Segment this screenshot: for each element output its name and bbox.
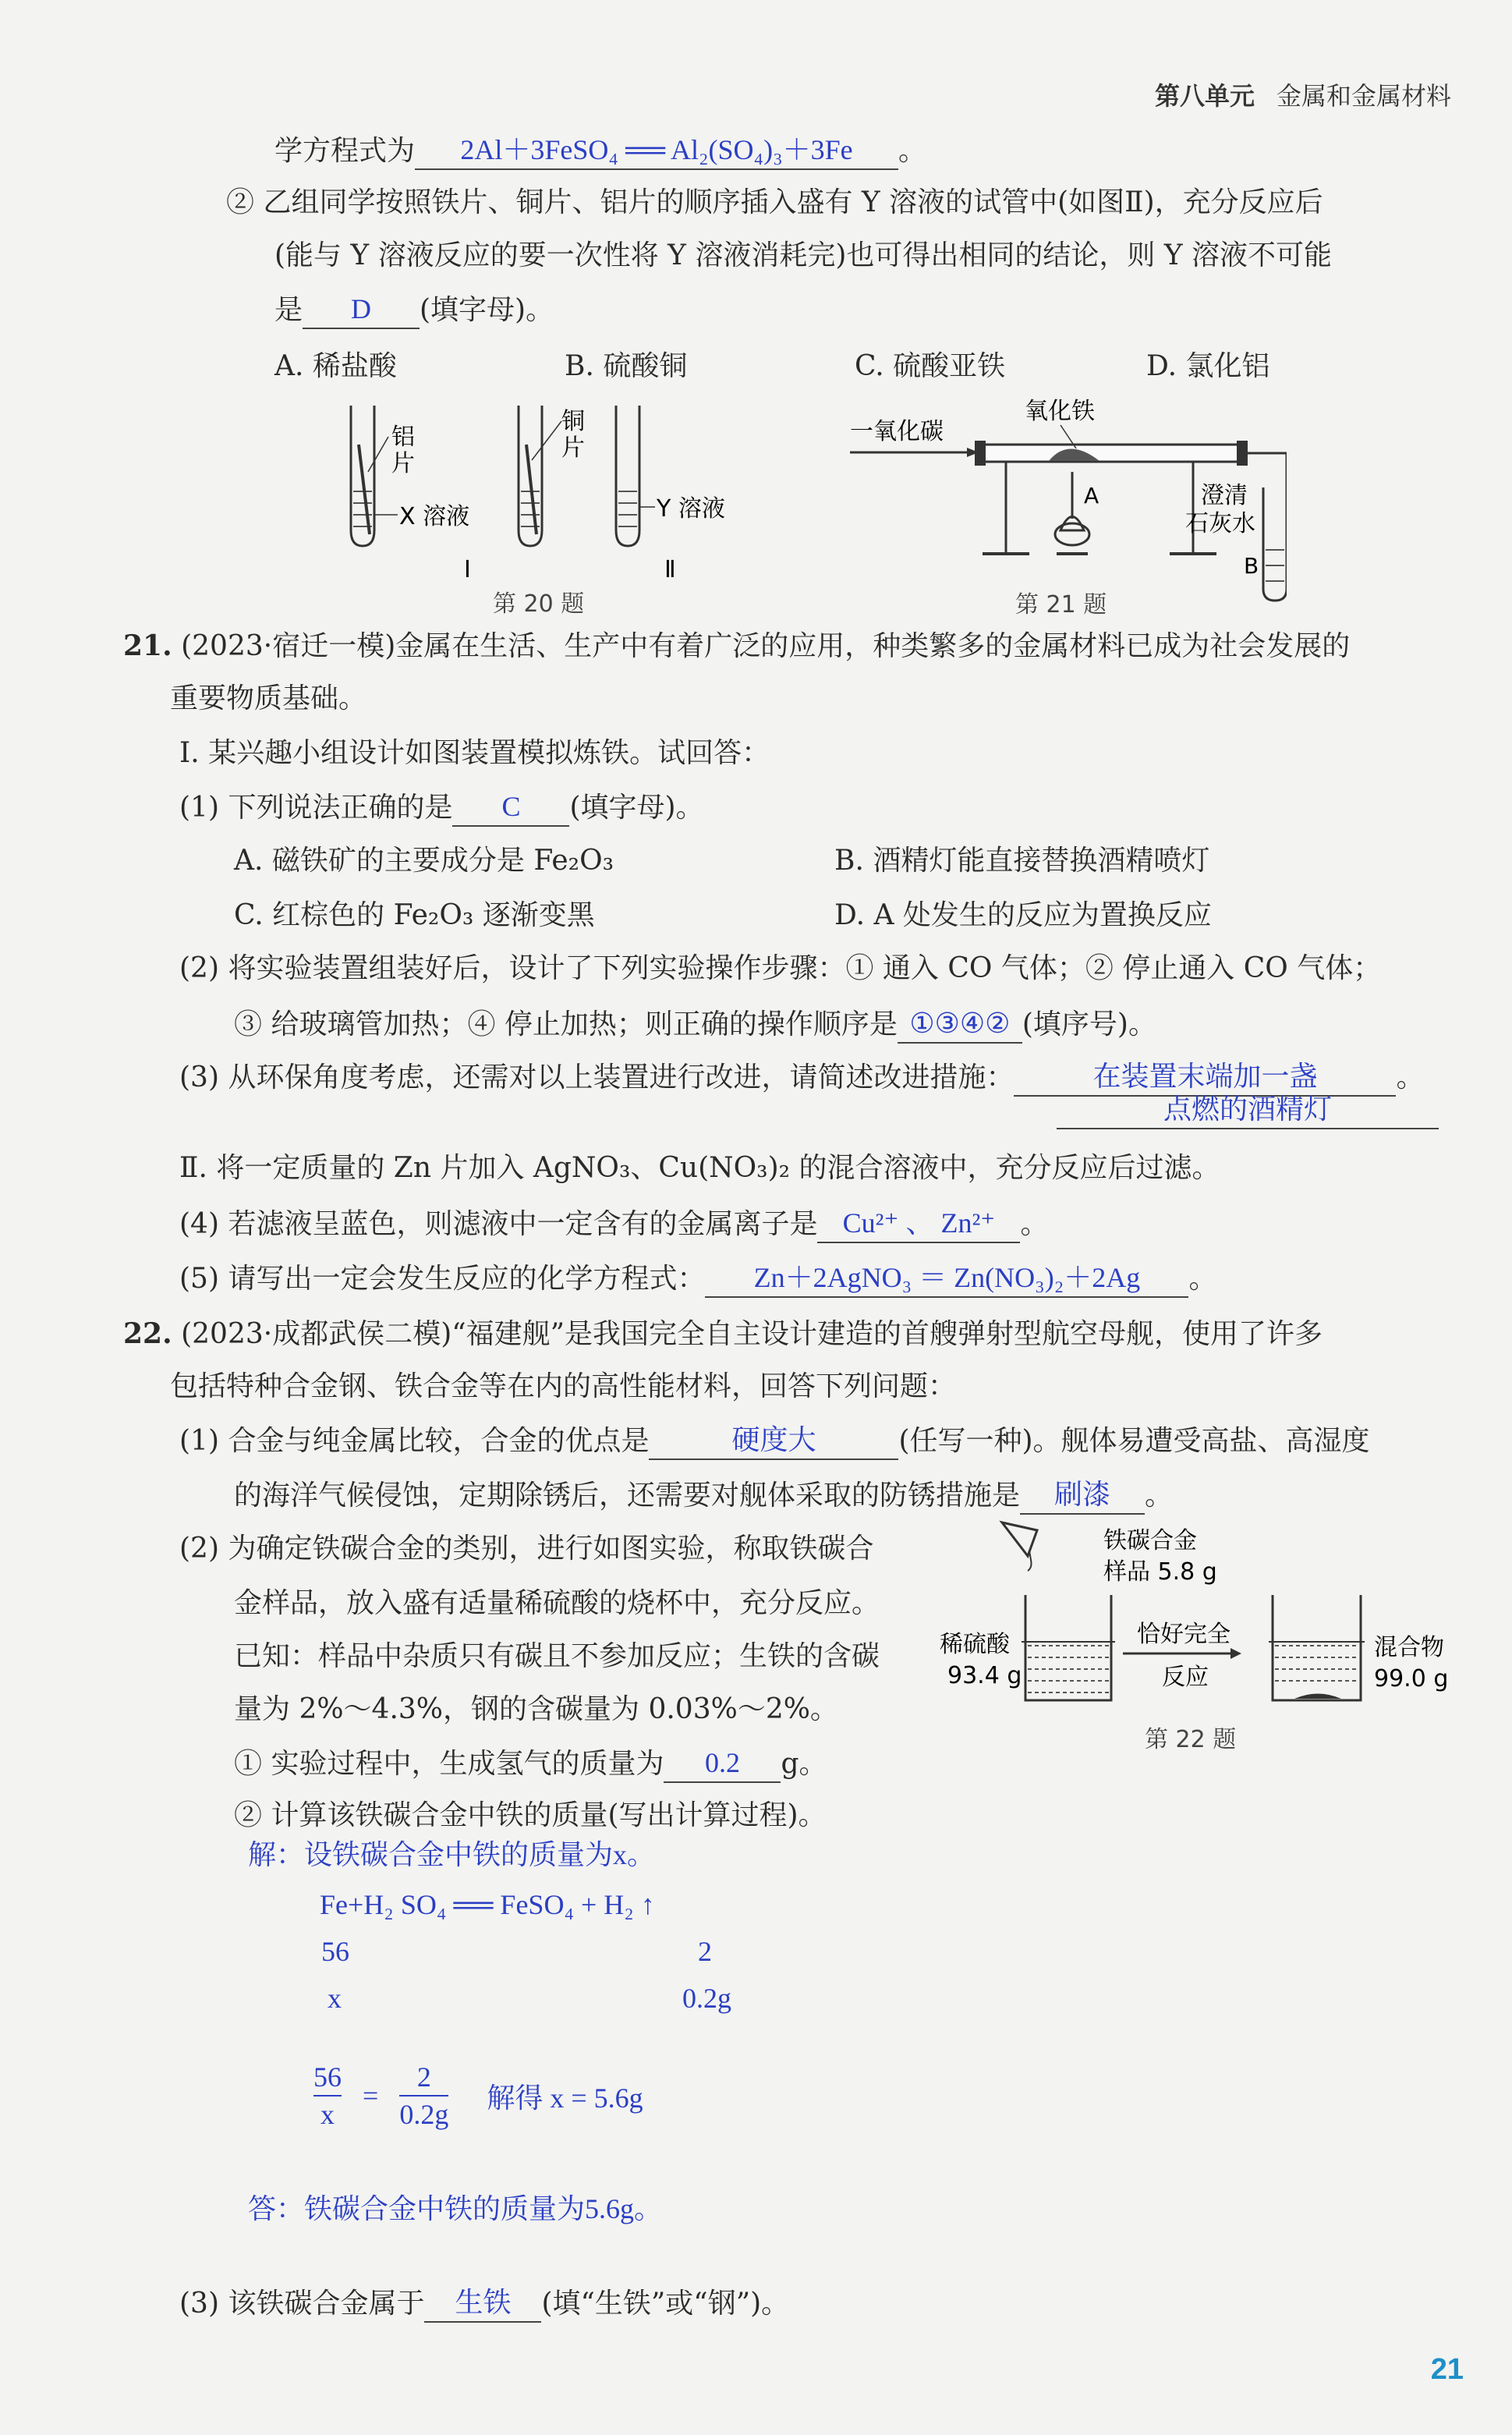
figure-22-caption: 第 22 题	[1145, 1726, 1237, 1753]
label-sample-2: 样品 5.8 g	[1103, 1558, 1217, 1586]
q21-sub2-line1: (2) 将实验装置组装好后，设计了下列实验操作步骤：① 通入 CO 气体；② 停止通入 CO 气体；	[179, 952, 1382, 984]
label-cu-2: 片	[561, 434, 585, 462]
label-mixture-2: 99.0 g	[1374, 1665, 1449, 1692]
q21-sub3-answer-1: 在装置末端加一盏	[1014, 1058, 1396, 1097]
q22-question-2: ② 计算该铁碳合金中铁的质量(写出计算过程)。	[234, 1799, 827, 1831]
q22-sub1-line1: (1) 合金与纯金属比较，合金的优点是 硬度大 (任写一种)。舰体易遭受高盐、高湿度	[179, 1421, 1370, 1460]
q22-intro-line2: 包括特种合金钢、铁合金等在内的高性能材料，回答下列问题：	[170, 1370, 957, 1402]
solution-x: x	[328, 1983, 342, 2014]
label-react-1: 恰好完全	[1137, 1621, 1230, 1648]
beaker-1	[1025, 1595, 1111, 1700]
q20-equation-answer: 2Al＋3FeSO₄ ══ Al₂(SO₄)₃＋3Fe	[415, 131, 898, 170]
q21-intro-line1: 21. (2023·宿迁一模)金属在生活、生产中有着广泛的应用，种类繁多的金属材料已成为社会发展的	[123, 629, 1351, 662]
page-header	[1155, 76, 1451, 112]
q21-sub1-option-b: B. 酒精灯能直接替换酒精喷灯	[834, 845, 1210, 877]
q22-sub2-line4: 量为 2%～4.3%，钢的含碳量为 0.03%～2%。	[234, 1693, 838, 1725]
label-figure-ii: Ⅱ	[664, 556, 676, 583]
q20-option-a: A. 稀盐酸	[274, 350, 397, 382]
label-al-2: 片	[391, 450, 415, 477]
q20-part2-line3: 是 D (填字母)。	[274, 290, 554, 329]
q22-sub1-answer: 硬度大	[649, 1421, 898, 1460]
q20-option-b: B. 硫酸铜	[565, 350, 688, 382]
solution-0-2g: 0.2g	[682, 1983, 731, 2014]
label-limewater-2: 石灰水	[1185, 510, 1255, 537]
unit-label: 第八单元	[1154, 81, 1255, 111]
q22-number: 22.	[123, 1317, 172, 1350]
q22-sub1-answer-2: 刷漆	[1020, 1476, 1145, 1515]
solution-ratio-2: 2	[698, 1936, 712, 1967]
q21-sub1-option-a: A. 磁铁矿的主要成分是 Fe₂O₃	[234, 845, 614, 877]
q22-sub1-line2: 的海洋气候侵蚀，定期除锈后，还需要对舰体采取的防锈措施是 刷漆 。	[234, 1476, 1173, 1515]
label-sample-1: 铁碳合金	[1103, 1527, 1197, 1554]
q21-part2: Ⅱ. 将一定质量的 Zn 片加入 AgNO₃、Cu(NO₃)₂ 的混合溶液中，充分反应后过滤。	[179, 1152, 1220, 1184]
label-cu: 铜	[561, 408, 585, 435]
q22-sub3: (3) 该铁碳合金属于 生铁 (填“生铁”或“钢”)。	[179, 2284, 789, 2323]
label-mixture-1: 混合物	[1374, 1634, 1444, 1661]
fraction-1: $\frac{56}{x}$	[313, 2059, 342, 2132]
q21-sub1-answer: C	[452, 788, 569, 827]
q20-answer: D	[303, 290, 420, 329]
test-tube-b	[1263, 487, 1287, 601]
q21-sub3-line2	[1057, 1090, 1439, 1129]
label-react-2: 反应	[1162, 1664, 1209, 1691]
figure-21	[850, 394, 1287, 624]
label-a: A	[1084, 483, 1099, 509]
solution-ratio-56: 56	[321, 1936, 349, 1967]
carbon-residue	[1294, 1694, 1341, 1700]
q21-sub1-option-d: D. A 处发生的反应为置换反应	[834, 899, 1212, 931]
q20-option-d: D. 氯化铝	[1146, 350, 1270, 382]
q21-sub5: (5) 请写出一定会发生反应的化学方程式： Zn＋2AgNO₃ ＝ Zn(NO₃)₂＋2Ag 。	[179, 1259, 1216, 1298]
solution-proportion: $\frac{56}{x}$ = $\frac{2}{0.2g}$ 解得 x = 5.6g	[313, 2059, 643, 2132]
unit-title: 金属和金属材料	[1276, 81, 1451, 111]
q21-sub2-answer: ①③④②	[898, 1005, 1022, 1044]
q21-sub3: (3) 从环保角度考虑，还需对以上装置进行改进，请简述改进措施： 在装置末端加一盏 。	[179, 1058, 1424, 1097]
page-number: 21	[1430, 2353, 1464, 2386]
label-acid-2: 93.4 g	[947, 1662, 1022, 1689]
q22-intro-line1: 22. (2023·成都武侯二模)“福建舰”是我国完全自主设计建造的首艘弹射型航空母舰，使用了许多	[123, 1317, 1323, 1350]
solution-intro: 解：设铁碳合金中铁的质量为x。	[248, 1839, 656, 1870]
q21-intro-line2: 重要物质基础。	[170, 682, 367, 714]
q21-sub1: (1) 下列说法正确的是 C (填字母)。	[179, 788, 704, 827]
figure-22	[936, 1513, 1458, 1763]
label-fe2o3: 氧化铁	[1025, 398, 1095, 425]
q22-sub2-line3: 已知：样品中杂质只有碳且不参加反应；生铁的含碳	[234, 1640, 880, 1672]
label-y-solution: Y 溶液	[657, 495, 725, 523]
label-acid-1: 稀硫酸	[940, 1631, 1010, 1658]
aluminum-strip	[359, 445, 370, 534]
solution-result: 解得 x = 5.6g	[487, 2082, 643, 2114]
q21-number: 21.	[123, 629, 172, 662]
label-figure-i: Ⅰ	[464, 556, 471, 583]
q20-part2-line1: ② 乙组同学按照铁片、铜片、铝片的顺序插入盛有 Y 溶液的试管中(如图Ⅱ)，充分反应后	[226, 186, 1323, 218]
q22-sub3-answer: 生铁	[424, 2284, 541, 2323]
q21-sub5-answer: Zn＋2AgNO₃ ＝ Zn(NO₃)₂＋2Ag	[705, 1259, 1188, 1298]
q22-question-1: ① 实验过程中，生成氢气的质量为 0.2 g。	[234, 1744, 827, 1783]
label-limewater-1: 澄清	[1201, 482, 1248, 509]
label-x-solution: X 溶液	[399, 503, 470, 530]
q22-question-1-answer: 0.2	[664, 1744, 781, 1783]
q21-sub2-line2: ③ 给玻璃管加热；④ 停止加热；则正确的操作顺序是 ①③④② (填序号)。	[234, 1005, 1156, 1044]
figure-20	[328, 390, 764, 624]
q21-sub1-option-c: C. 红棕色的 Fe₂O₃ 逐渐变黑	[234, 899, 595, 931]
q21-sub3-answer-2: 点燃的酒精灯	[1057, 1090, 1439, 1129]
fraction-2: $\frac{2}{0.2g}$	[399, 2059, 448, 2132]
label-al: 铝	[391, 424, 415, 451]
label-b: B	[1244, 553, 1259, 579]
q20-option-c: C. 硫酸亚铁	[855, 350, 1006, 382]
figure-20-caption: 第 20 题	[493, 590, 585, 618]
q21-sub4-answer: Cu²⁺ 、 Zn²⁺	[817, 1204, 1020, 1243]
q21-part1: Ⅰ. 某兴趣小组设计如图装置模拟炼铁。试回答：	[179, 737, 770, 769]
q22-sub2-line1: (2) 为确定铁碳合金的类别，进行如图实验，称取铁碳合	[179, 1533, 874, 1565]
q21-sub4: (4) 若滤液呈蓝色，则滤液中一定含有的金属离子是 Cu²⁺ 、 Zn²⁺ 。	[179, 1204, 1048, 1243]
copper-strip	[526, 445, 536, 534]
beaker-2	[1273, 1595, 1361, 1700]
glass-tube	[979, 445, 1244, 462]
figure-21-caption: 第 21 题	[1015, 591, 1107, 618]
sample-paper	[1002, 1522, 1037, 1556]
q20-equation-line: 学方程式为 2Al＋3FeSO₄ ══ Al₂(SO₄)₃＋3Fe 。	[274, 131, 926, 170]
solution-answer: 答：铁碳合金中铁的质量为5.6g。	[248, 2193, 663, 2224]
q20-part2-line2: (能与 Y 溶液反应的要一次性将 Y 溶液消耗完)也可得出相同的结论，则 Y 溶液不可能	[274, 239, 1333, 271]
label-co: 一氧化碳	[850, 418, 944, 445]
solution-equation: Fe+H₂ SO₄ ══ FeSO₄ + H₂ ↑	[320, 1889, 655, 1920]
test-tube-3	[616, 406, 639, 546]
q22-sub2-line2: 金样品，放入盛有适量稀硫酸的烧杯中，充分反应。	[234, 1587, 880, 1619]
